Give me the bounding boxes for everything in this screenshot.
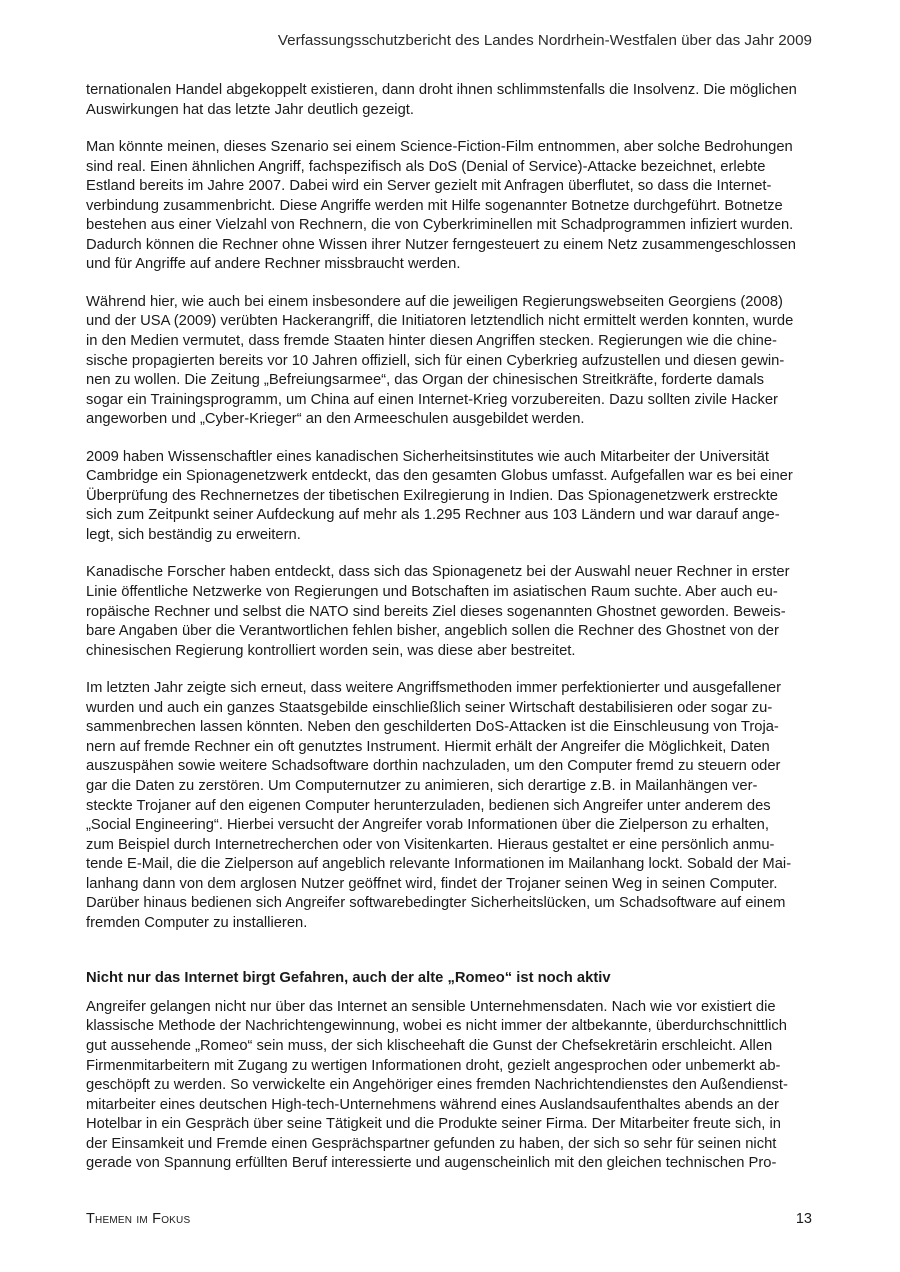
page-content — [86, 81, 814, 1174]
section-paragraph: Angreifer gelangen nicht nur über das Internet an sensible Unternehmensdaten. Nach wie vor existiert die klassische Methode der Nachrichtengewinnung, wobei es nicht immer der altbekannte, überdurchschnittlich gut aussehende „Romeo“ sein muss, der sich klischeehaft die Gunst der Chefsekretärin erschleicht. Allen Firmenmitarbeitern mit Zugang zu wertigen Informationen droht, gezielt angesprochen oder unbemerkt ab- geschöpft zu werden. So verwickelte ein Angehöriger eines fremden Nachrichtendienstes den Außendienst- mitarbeiter eines deutschen High-tech-Unternehmens während eines Auslandsaufenthaltes abends an der Hotelbar in ein Gespräch über seine Tätigkeit und die Produkte seiner Firma. Der Mitarbeiter freute sich, in der Einsamkeit und Fremde einen Gesprächspartner gefunden zu haben, der sich so sehr für seinen nicht gerade von Spannung erfüllten Beruf interessierte und augenscheinlich mit den gleichen technischen Pro- — [86, 998, 788, 1172]
section-heading: Nicht nur das Internet birgt Gefahren, auch der alte „Romeo“ ist noch aktiv — [86, 970, 611, 987]
footer-section-label: Themen im Fokus — [86, 1211, 191, 1227]
paragraph-3: Während hier, wie auch bei einem insbesondere auf die jeweiligen Regierungswebseiten Georgiens (2008) und der USA (2009) verübten Hackerangriff, die Initiatoren letztendlich nicht ermittelt werden konnten, wurde in den Medien vermutet, dass fremde Staaten hinter diesen Angriffen stecken. Regierungen wie die chine- sische propagierten bereits vor 10 Jahren offiziell, sich für einen Cyberkrieg aufzustellen und diesen gewin- nen zu wollen. Die Zeitung „Befreiungsarmee“, das Organ der chinesischen Streitkräfte, forderte damals sogar ein Trainingsprogramm, um China auf einen Internet-Krieg vorzubereiten. Dazu sollten zivile Hacker angeworben und „Cyber-Krieger“ an den Armeeschulen ausgebildet werden. — [86, 293, 794, 428]
running-header: Verfassungsschutzbericht des Landes Nordrhein-Westfalen über das Jahr 2009 — [277, 32, 812, 49]
paragraph-6: Im letzten Jahr zeigte sich erneut, dass weitere Angriffsmethoden immer perfektionierter und ausgefallener wurden und auch ein ganzes Staatsgebilde einschließlich seiner Wirtschaft destabilisieren oder sogar zu- sammenbrechen lassen könnten. Neben den geschilderten DoS-Attacken ist die Einschleusung von Troja- nern auf fremde Rechner ein oft genutztes Instrument. Hiermit erhält der Angreifer die Möglichkeit, Daten auszuspähen sowie weitere Schadsoftware dorthin nachzuladen, um den Computer fremd zu steuern oder gar die Daten zu zerstören. Um Computernutzer zu animieren, sich derartige z.B. in Mailanhängen ver- steckte Trojaner auf den eigenen Computer herunterzuladen, bedienen sich Angreifer unter anderem des „Social Engineering“. Hierbei versucht der Angreifer vorab Informationen über die Zielperson zu erhalten, zum Beispiel durch Internetrecherchen oder von Visitenkarten. Hieraus gestaltet er eine persönlich anmu- tende E-Mail, die die Zielperson auf angeblich relevante Informationen im Mailanhang lockt. Sobald der Mai- lanhang dann von dem arglosen Nutzer geöffnet wird, findet der Trojaner seinen Weg in seinen Computer. Darüber hinaus bedienen sich Angreifer softwarebedingter Sicherheitslücken, um Schadsoftware auf einem fremden Computer zu installieren. — [86, 680, 792, 931]
paragraph-2: Man könnte meinen, dieses Szenario sei einem Science-Fiction-Film entnommen, aber solche Bedrohungen sind real. Einen ähnlichen Angriff, fachspezifisch als DoS (Denial of Service)-Attacke bezeichnet, erlebte Estland bereits im Jahre 2007. Dabei wird ein Server gezielt mit Anfragen überflutet, so dass die Internet- verbindung zusammenbricht. Diese Angriffe werden mit Hilfe sogenannter Botnetze durchgeführt. Botnetze bestehen aus einer Vielzahl von Rechnern, die von Cyberkriminellen mit Schadprogrammen infiziert wurden. Dadurch können die Rechner ohne Wissen ihrer Nutzer ferngesteuert zu einem Netz zusammengeschlossen und für Angriffe auf andere Rechner missbraucht werden. — [86, 139, 797, 273]
paragraph-1: ternationalen Handel abgekoppelt existieren, dann droht ihnen schlimmstenfalls die Insolvenz. Die möglichen Auswirkungen hat das letzte Jahr deutlich gezeigt. — [86, 82, 797, 118]
paragraph-5: Kanadische Forscher haben entdeckt, dass sich das Spionagenetz bei der Auswahl neuer Rechner in erster Linie öffentliche Netzwerke von Regierungen und Botschaften im asiatischen Raum suchte. Aber auch eu- ropäische Rechner und selbst die NATO sind bereits Ziel dieses sogenannten Ghostnet geworden. Beweis- bare Angaben über die Verantwortlichen fehlen bisher, angeblich sollen die Rechner des Ghostnet von der chinesischen Regierung kontrolliert worden sein, was diese aber bestreitet. — [86, 564, 790, 659]
paragraph-4: 2009 haben Wissenschaftler eines kanadischen Sicherheitsinstitutes wie auch Mitarbeiter der Universität Cambridge ein Spionagenetzwerk entdeckt, das den gesamten Globus umfasst. Aufgefallen war es bei einer Überprüfung des Rechnernetzes der tibetischen Exilregierung in Indien. Das Spionagenetzwerk erstreckte sich zum Zeitpunkt seiner Aufdeckung auf mehr als 1.295 Rechner aus 103 Ländern und war darauf ange- legt, sich beständig zu erweitern. — [86, 448, 793, 543]
page-number: 13 — [795, 1211, 812, 1227]
